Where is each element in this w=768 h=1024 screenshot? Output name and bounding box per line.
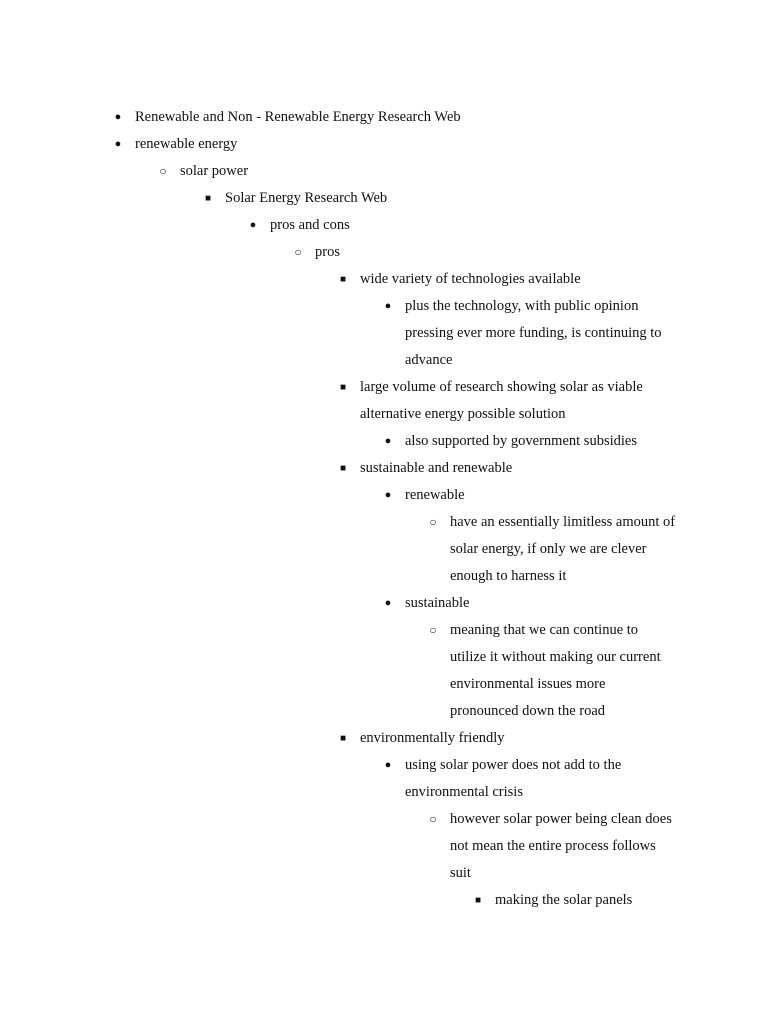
list-item-text: renewable (405, 487, 465, 503)
list-item-text: have an essentially limitless amount of solar energy, if only we are clever enough to harness it (450, 514, 676, 584)
list-item-text: however solar power being clean does not mean the entire process follows suit (450, 811, 672, 881)
hollow-bullet-icon: ○ (429, 623, 437, 637)
square-bullet-icon: ■ (204, 193, 212, 204)
filled-bullet-icon: ● (384, 300, 392, 312)
filled-bullet-icon: ● (114, 138, 122, 150)
square-bullet-icon: ■ (339, 382, 347, 393)
filled-bullet-icon: ● (384, 759, 392, 771)
list-item-text: large volume of research showing solar as viable alternative energy possible solution (360, 379, 643, 422)
list-item-text: Solar Energy Research Web (225, 190, 388, 206)
filled-bullet-icon: ● (114, 111, 122, 123)
list-item-text: environmentally friendly (360, 730, 505, 746)
square-bullet-icon: ■ (339, 463, 347, 474)
list-item-text: renewable energy (135, 136, 238, 152)
list-item-text: also supported by government subsidies (405, 433, 637, 449)
filled-bullet-icon: ● (384, 489, 392, 501)
list-item-text: solar power (180, 163, 249, 179)
hollow-bullet-icon: ○ (429, 515, 437, 529)
list-item-text: pros (315, 244, 340, 260)
square-bullet-icon: ■ (339, 733, 347, 744)
list-item-text: making the solar panels (495, 892, 633, 908)
hollow-bullet-icon: ○ (294, 245, 302, 259)
square-bullet-icon: ■ (339, 274, 347, 285)
list-item-text: wide variety of technologies available (360, 271, 581, 287)
list-item-text: plus the technology, with public opinion pressing ever more funding, is continuing to advance (405, 298, 662, 368)
square-bullet-icon: ■ (474, 895, 482, 906)
filled-bullet-icon: ● (249, 219, 257, 231)
list-item-text: pros and cons (270, 217, 350, 233)
list-item-text: Renewable and Non - Renewable Energy Research Web (135, 109, 461, 125)
filled-bullet-icon: ● (384, 597, 392, 609)
filled-bullet-icon: ● (384, 435, 392, 447)
list-item-text: sustainable and renewable (360, 460, 513, 476)
list-item-text: sustainable (405, 595, 470, 611)
list-item-text: using solar power does not add to the environmental crisis (405, 757, 622, 800)
hollow-bullet-icon: ○ (429, 812, 437, 826)
hollow-bullet-icon: ○ (159, 164, 167, 178)
list-item-text: meaning that we can continue to utilize it without making our current environmental issues more pronounced down the road (450, 622, 661, 719)
